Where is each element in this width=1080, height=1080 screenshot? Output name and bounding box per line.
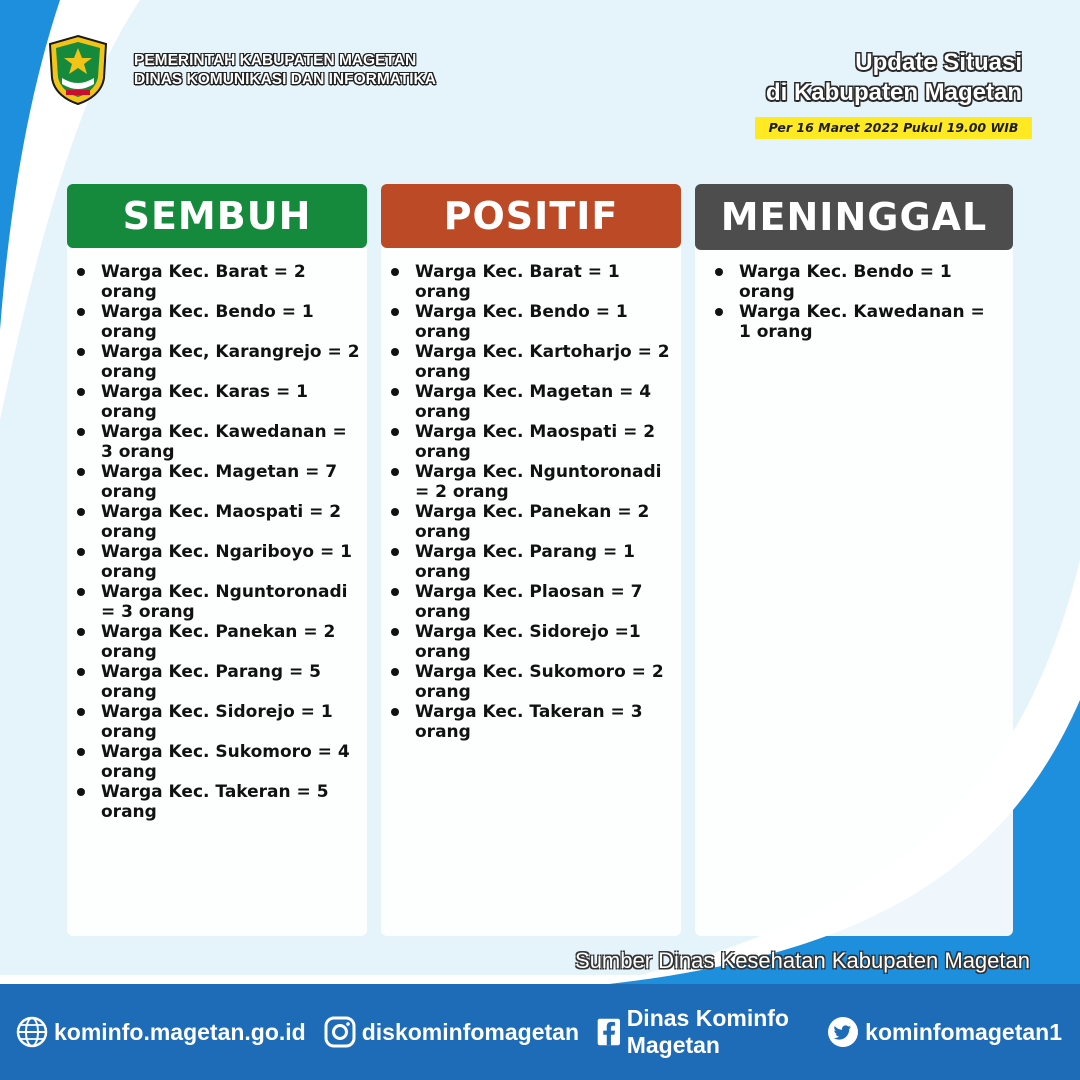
list-item: Warga Kec. Kawedanan = 3 orang xyxy=(101,422,363,462)
twitter-icon xyxy=(827,1016,859,1048)
list-item: Warga Kec, Karangrejo = 2 orang xyxy=(101,342,363,382)
list-item: Warga Kec. Kartoharjo = 2 orang xyxy=(415,342,677,382)
facebook-icon xyxy=(597,1012,621,1052)
footer-bar xyxy=(0,984,1080,1080)
header-organization xyxy=(46,34,436,106)
website-text: kominfo.magetan.go.id xyxy=(54,1018,306,1045)
list-item: Warga Kec. Bendo = 1 orang xyxy=(101,302,363,342)
column-title-sembuh: SEMBUH xyxy=(67,184,367,248)
list-item: Warga Kec. Bendo = 1 orang xyxy=(415,302,677,342)
column-title-positif: POSITIF xyxy=(381,184,681,248)
list-item: Warga Kec. Nguntoronadi = 3 orang xyxy=(101,582,363,622)
footer-website[interactable] xyxy=(16,1016,306,1048)
list-item: Warga Kec. Takeran = 3 orang xyxy=(415,702,677,742)
list-item: Warga Kec. Magetan = 7 orang xyxy=(101,462,363,502)
list-sembuh xyxy=(101,262,363,822)
list-item: Warga Kec. Barat = 1 orang xyxy=(415,262,677,302)
list-item: Warga Kec. Magetan = 4 orang xyxy=(415,382,677,422)
list-item: Warga Kec. Nguntoronadi = 2 orang xyxy=(415,462,677,502)
globe-icon xyxy=(16,1016,48,1048)
source-credit: Sumber Dinas Kesehatan Kabupaten Magetan xyxy=(575,948,1030,973)
list-meninggal xyxy=(739,262,1001,342)
list-item: Warga Kec. Sukomoro = 4 orang xyxy=(101,742,363,782)
list-item: Warga Kec. Sidorejo =1 orang xyxy=(415,622,677,662)
footer-instagram[interactable] xyxy=(324,1016,579,1048)
list-item: Warga Kec. Sukomoro = 2 orang xyxy=(415,662,677,702)
org-name-line2: DINAS KOMUNIKASI DAN INFORMATIKA xyxy=(134,71,436,88)
list-item: Warga Kec. Kawedanan = 1 orang xyxy=(739,302,1001,342)
date-badge: Per 16 Maret 2022 Pukul 19.00 WIB xyxy=(755,117,1032,139)
list-item: Warga Kec. Sidorejo = 1 orang xyxy=(101,702,363,742)
list-item: Warga Kec. Parang = 1 orang xyxy=(415,542,677,582)
footer-twitter[interactable] xyxy=(827,1016,1062,1048)
update-title-line1: Update Situasi xyxy=(855,49,1022,76)
facebook-text: Dinas Kominfo Magetan xyxy=(626,1005,789,1058)
list-item: Warga Kec. Plaosan = 7 orang xyxy=(415,582,677,622)
list-item: Warga Kec. Bendo = 1 orang xyxy=(739,262,1001,302)
list-item: Warga Kec. Panekan = 2 orang xyxy=(101,622,363,662)
list-item: Warga Kec. Parang = 5 orang xyxy=(101,662,363,702)
column-title-meninggal: MENINGGAL xyxy=(695,184,1013,250)
list-item: Warga Kec. Maospati = 2 orang xyxy=(101,502,363,542)
instagram-icon xyxy=(324,1016,356,1048)
list-item: Warga Kec. Panekan = 2 orang xyxy=(415,502,677,542)
list-item: Warga Kec. Takeran = 5 orang xyxy=(101,782,363,822)
list-item: Warga Kec. Barat = 2 orang xyxy=(101,262,363,302)
list-positif xyxy=(415,262,677,742)
update-title xyxy=(766,48,1022,108)
column-sembuh xyxy=(67,184,367,936)
twitter-text: kominfomagetan1 xyxy=(865,1018,1062,1045)
update-title-line2: di Kabupaten Magetan xyxy=(765,79,1022,106)
column-meninggal xyxy=(695,184,1013,936)
regency-logo-icon xyxy=(46,34,110,106)
footer-facebook[interactable] xyxy=(597,1005,809,1059)
org-name-line1: PEMERINTAH KABUPATEN MAGETAN xyxy=(134,52,417,69)
instagram-text: diskominfomagetan xyxy=(361,1018,579,1045)
list-item: Warga Kec. Karas = 1 orang xyxy=(101,382,363,422)
list-item: Warga Kec. Ngariboyo = 1 orang xyxy=(101,542,363,582)
column-positif xyxy=(381,184,681,936)
list-item: Warga Kec. Maospati = 2 orang xyxy=(415,422,677,462)
